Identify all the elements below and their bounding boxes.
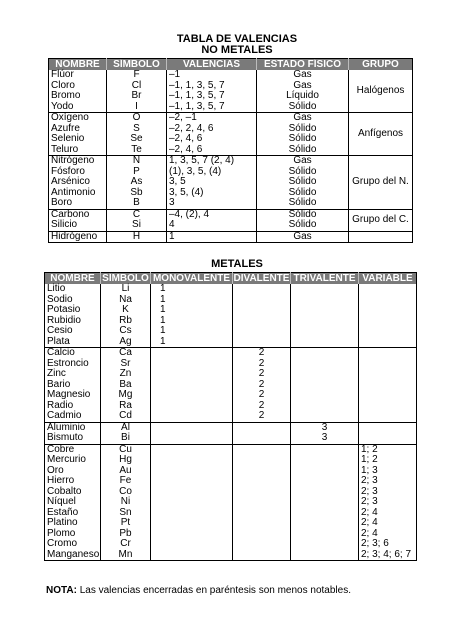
divalent-value	[233, 433, 291, 444]
metal-name: Radio	[47, 399, 74, 411]
element-state: Sólido	[257, 220, 349, 231]
divalent-value	[233, 337, 291, 348]
column-header: NOMBRE	[45, 273, 101, 285]
element-valences: 1	[167, 231, 257, 243]
divalent-value	[233, 497, 291, 508]
metals-title: METALES	[211, 258, 263, 270]
metal-name: Hierro	[47, 475, 75, 487]
metal-symbol: Cs	[101, 326, 151, 337]
variable-value: 2; 4	[359, 508, 417, 519]
element-symbol: Si	[107, 220, 167, 231]
trivalent-value	[291, 539, 359, 550]
element-name: Selenio	[51, 133, 85, 145]
element-valences: –1	[167, 70, 257, 81]
divalent-value: 2	[233, 401, 291, 412]
nonmetals-table	[48, 58, 413, 243]
metal-symbol: Na	[101, 295, 151, 306]
trivalent-value	[291, 369, 359, 380]
metal-symbol: Mg	[101, 390, 151, 401]
variable-value: 1; 2	[359, 455, 417, 466]
metal-symbol: Ca	[101, 348, 151, 359]
element-valences: –1, 1, 3, 5, 7	[167, 102, 257, 113]
element-name: Oxígeno	[49, 113, 107, 124]
trivalent-value	[291, 337, 359, 348]
element-state: Sólido	[257, 188, 349, 199]
metal-name: Estaño	[47, 506, 79, 518]
trivalent-value	[291, 466, 359, 477]
metal-name: Cesio	[47, 325, 73, 337]
element-state: Sólido	[257, 209, 349, 220]
element-name: Hidrógeno	[49, 231, 107, 243]
trivalent-value	[291, 380, 359, 391]
variable-value: 2; 3; 6	[359, 539, 417, 550]
metal-name: Potasio	[47, 304, 81, 316]
trivalent-value	[291, 455, 359, 466]
divalent-value	[233, 422, 291, 433]
metal-symbol: Sn	[101, 508, 151, 519]
table-row	[49, 231, 413, 243]
table-row	[45, 433, 417, 444]
note-text: Las valencias encerradas en paréntesis son menos notables.	[76, 585, 351, 596]
column-header: NOMBRE	[49, 59, 107, 71]
divalent-value	[233, 466, 291, 477]
element-valences: 4	[167, 220, 257, 231]
element-valences: –2, 4, 6	[167, 145, 257, 156]
divalent-value	[233, 529, 291, 540]
metal-name: Magnesio	[47, 389, 91, 401]
monovalent-value	[151, 476, 233, 487]
metal-name: Bario	[47, 378, 71, 390]
variable-value	[359, 422, 417, 433]
trivalent-value	[291, 326, 359, 337]
divalent-value	[233, 508, 291, 519]
table-row	[45, 316, 417, 327]
variable-value: 2; 3	[359, 497, 417, 508]
divalent-value: 2	[233, 380, 291, 391]
table-row	[49, 209, 413, 220]
table-row	[45, 380, 417, 391]
column-header: MONOVALENTE	[151, 273, 233, 285]
metal-name: Litio	[47, 283, 66, 295]
element-name: Flúor	[51, 69, 74, 81]
monovalent-value	[151, 508, 233, 519]
table-row	[49, 113, 413, 124]
variable-value: 1; 2	[359, 444, 417, 455]
element-state: Gas	[257, 231, 349, 243]
divalent-value: 2	[233, 411, 291, 422]
divalent-value: 2	[233, 390, 291, 401]
element-valences: –4, (2), 4	[167, 209, 257, 220]
element-symbol: O	[107, 113, 167, 124]
metal-symbol: Cr	[101, 539, 151, 550]
element-state: Líquido	[257, 91, 349, 102]
element-group: Grupo del N.	[349, 156, 413, 210]
divalent-value	[233, 518, 291, 529]
note-label: NOTA:	[46, 585, 77, 596]
table-row	[49, 70, 413, 81]
divalent-value: 2	[233, 359, 291, 370]
page-title: TABLA DE VALENCIAS	[176, 33, 298, 45]
variable-value: 1; 3	[359, 466, 417, 477]
element-valences: 3, 5, (4)	[167, 188, 257, 199]
element-name: Arsénico	[51, 176, 90, 188]
element-state: Sólido	[257, 177, 349, 188]
element-name: Azufre	[51, 122, 80, 134]
table-row	[45, 422, 417, 433]
element-symbol: F	[107, 70, 167, 81]
monovalent-value	[151, 380, 233, 391]
variable-value	[359, 295, 417, 306]
element-name: Teluro	[51, 143, 79, 155]
trivalent-value	[291, 550, 359, 561]
divalent-value	[233, 316, 291, 327]
metal-symbol: Pb	[101, 529, 151, 540]
trivalent-value	[291, 295, 359, 306]
element-state: Gas	[257, 113, 349, 124]
metal-name: Manganeso	[47, 548, 100, 560]
element-symbol: Cl	[107, 81, 167, 92]
variable-value	[359, 284, 417, 295]
element-group	[349, 231, 413, 243]
trivalent-value	[291, 518, 359, 529]
element-name: Antimonio	[51, 186, 96, 198]
table-row	[45, 497, 417, 508]
trivalent-value	[291, 476, 359, 487]
trivalent-value	[291, 284, 359, 295]
element-state: Gas	[257, 156, 349, 167]
element-symbol: Te	[107, 145, 167, 156]
trivalent-value: 3	[291, 422, 359, 433]
metal-name: Platino	[47, 517, 78, 529]
table-row	[45, 359, 417, 370]
element-name: Nitrógeno	[49, 156, 107, 167]
variable-value	[359, 390, 417, 401]
metal-symbol: Hg	[101, 455, 151, 466]
divalent-value	[233, 444, 291, 455]
variable-value	[359, 401, 417, 412]
monovalent-value	[151, 359, 233, 370]
metal-symbol: Ra	[101, 401, 151, 412]
monovalent-value	[151, 411, 233, 422]
element-symbol: H	[107, 231, 167, 243]
variable-value	[359, 326, 417, 337]
element-state: Sólido	[257, 102, 349, 113]
divalent-value	[233, 487, 291, 498]
monovalent-value: 1	[151, 326, 233, 337]
variable-value	[359, 359, 417, 370]
variable-value: 2; 4	[359, 518, 417, 529]
element-valences: –2, 2, 4, 6	[167, 124, 257, 135]
trivalent-value	[291, 529, 359, 540]
divalent-value	[233, 305, 291, 316]
monovalent-value	[151, 487, 233, 498]
metal-name: Estroncio	[47, 357, 89, 369]
monovalent-value	[151, 539, 233, 550]
element-group: Halógenos	[349, 70, 413, 113]
metal-name: Aluminio	[45, 422, 101, 433]
trivalent-value: 3	[291, 433, 359, 444]
monovalent-value: 1	[151, 305, 233, 316]
metal-name: Plomo	[47, 527, 76, 539]
monovalent-value	[151, 433, 233, 444]
monovalent-value	[151, 369, 233, 380]
table-row	[45, 284, 417, 295]
column-header: ESTADO FÍSICO	[257, 59, 349, 71]
trivalent-value	[291, 497, 359, 508]
metal-name: Oro	[47, 464, 64, 476]
table-row	[45, 369, 417, 380]
element-state: Sólido	[257, 134, 349, 145]
element-valences: 3	[167, 198, 257, 209]
metals-table	[44, 272, 417, 561]
monovalent-value	[151, 550, 233, 561]
element-name: Boro	[51, 197, 73, 209]
column-header: TRIVALENTE	[291, 273, 359, 285]
trivalent-value	[291, 305, 359, 316]
element-symbol: Br	[107, 91, 167, 102]
metal-symbol: Li	[101, 284, 151, 295]
element-state: Sólido	[257, 145, 349, 156]
table-row	[45, 326, 417, 337]
metal-symbol: Ag	[101, 337, 151, 348]
table-row	[45, 337, 417, 348]
column-header: SÍMBOLO	[107, 59, 167, 71]
variable-value: 2; 3; 4; 6; 7	[359, 550, 417, 561]
trivalent-value	[291, 348, 359, 359]
element-valences: 3, 5	[167, 177, 257, 188]
monovalent-value	[151, 390, 233, 401]
trivalent-value	[291, 390, 359, 401]
element-symbol: C	[107, 209, 167, 220]
metal-symbol: Cu	[101, 444, 151, 455]
metal-name: Mercurio	[47, 454, 86, 466]
element-symbol: B	[107, 198, 167, 209]
trivalent-value	[291, 359, 359, 370]
element-group: Grupo del C.	[349, 209, 413, 231]
element-name: Yodo	[51, 100, 74, 112]
element-state: Sólido	[257, 124, 349, 135]
trivalent-value	[291, 508, 359, 519]
table-row	[49, 156, 413, 167]
column-header: SÍMBOLO	[102, 272, 149, 284]
table-row	[45, 476, 417, 487]
table-row	[45, 390, 417, 401]
element-state: Gas	[257, 81, 349, 92]
element-symbol: S	[107, 124, 167, 135]
divalent-value	[233, 476, 291, 487]
metals-header-row	[45, 273, 417, 285]
element-valences: (1), 3, 5, (4)	[167, 167, 257, 178]
element-name: Carbono	[49, 209, 107, 220]
monovalent-value: 1	[151, 316, 233, 327]
metal-name: Cobalto	[47, 485, 82, 497]
element-valences: –1, 1, 3, 5, 7	[167, 81, 257, 92]
divalent-value	[233, 550, 291, 561]
table-row	[45, 550, 417, 561]
divalent-value	[233, 455, 291, 466]
metal-name: Plata	[47, 335, 70, 347]
table-row	[45, 518, 417, 529]
metal-symbol: Sr	[101, 359, 151, 370]
element-state: Sólido	[257, 198, 349, 209]
column-header: DIVALENTE	[233, 272, 290, 284]
variable-value	[359, 337, 417, 348]
table-row	[45, 411, 417, 422]
metal-name: Bismuto	[47, 432, 84, 444]
monovalent-value	[151, 466, 233, 477]
monovalent-value	[151, 444, 233, 455]
divalent-value	[233, 326, 291, 337]
metal-name: Calcio	[45, 348, 101, 359]
trivalent-value	[291, 411, 359, 422]
variable-value	[359, 348, 417, 359]
metal-symbol: Ba	[101, 380, 151, 391]
column-header: VARIABLE	[359, 273, 417, 285]
table-row	[45, 455, 417, 466]
divalent-value: 2	[233, 369, 291, 380]
monovalent-value	[151, 518, 233, 529]
metal-symbol: Mn	[101, 550, 151, 561]
element-symbol: As	[107, 177, 167, 188]
variable-value	[359, 380, 417, 391]
divalent-value	[233, 539, 291, 550]
metal-symbol: Pt	[101, 518, 151, 529]
trivalent-value	[291, 401, 359, 412]
metal-symbol: Ni	[101, 497, 151, 508]
footnote	[46, 585, 351, 596]
element-name: Bromo	[51, 90, 81, 102]
metal-symbol: Cd	[101, 411, 151, 422]
monovalent-value	[151, 348, 233, 359]
monovalent-value	[151, 422, 233, 433]
element-name: Silicio	[51, 219, 78, 231]
nonmetals-title: NO METALES	[201, 44, 273, 56]
element-symbol: N	[107, 156, 167, 167]
metal-symbol: Al	[101, 422, 151, 433]
metal-symbol: Zn	[101, 369, 151, 380]
element-symbol: Se	[107, 134, 167, 145]
monovalent-value: 1	[151, 284, 233, 295]
variable-value: 2; 3	[359, 487, 417, 498]
table-row	[45, 305, 417, 316]
metal-symbol: Rb	[101, 316, 151, 327]
monovalent-value: 1	[151, 337, 233, 348]
element-name: Cloro	[51, 79, 75, 91]
element-symbol: I	[107, 102, 167, 113]
element-state: Sólido	[257, 167, 349, 178]
variable-value: 2; 4	[359, 529, 417, 540]
column-header: GRUPO	[349, 59, 413, 71]
metal-name: Cromo	[47, 538, 78, 550]
divalent-value	[233, 284, 291, 295]
element-valences: 1, 3, 5, 7 (2, 4)	[167, 156, 257, 167]
trivalent-value	[291, 487, 359, 498]
monovalent-value: 1	[151, 295, 233, 306]
table-row	[45, 348, 417, 359]
trivalent-value	[291, 444, 359, 455]
variable-value	[359, 433, 417, 444]
monovalent-value	[151, 401, 233, 412]
divalent-value	[233, 295, 291, 306]
metal-name: Níquel	[47, 496, 76, 508]
element-symbol: P	[107, 167, 167, 178]
element-group: Anfígenos	[349, 113, 413, 156]
element-valences: –1, 1, 3, 5, 7	[167, 91, 257, 102]
element-valences: –2, –1	[167, 113, 257, 124]
divalent-value: 2	[233, 348, 291, 359]
variable-value	[359, 411, 417, 422]
metal-symbol: Bi	[101, 433, 151, 444]
table-row	[45, 539, 417, 550]
monovalent-value	[151, 455, 233, 466]
column-header: VALENCIAS	[167, 59, 257, 71]
variable-value	[359, 316, 417, 327]
element-state: Gas	[257, 70, 349, 81]
table-row	[45, 401, 417, 412]
variable-value	[359, 369, 417, 380]
trivalent-value	[291, 316, 359, 327]
metal-symbol: Co	[101, 487, 151, 498]
element-valences: –2, 4, 6	[167, 134, 257, 145]
variable-value	[359, 305, 417, 316]
metal-name: Cobre	[45, 444, 101, 455]
variable-value: 2; 3	[359, 476, 417, 487]
element-name: Fósforo	[51, 165, 85, 177]
metal-name: Cadmio	[47, 410, 82, 422]
metal-symbol: Fe	[101, 476, 151, 487]
metal-name: Zinc	[47, 368, 66, 380]
nonmetals-header-row	[49, 59, 413, 71]
monovalent-value	[151, 497, 233, 508]
element-symbol: Sb	[107, 188, 167, 199]
metal-symbol: Au	[101, 466, 151, 477]
metal-name: Rubidio	[47, 314, 81, 326]
metal-name: Sodio	[47, 293, 73, 305]
metal-symbol: K	[101, 305, 151, 316]
monovalent-value	[151, 529, 233, 540]
table-row	[45, 295, 417, 306]
